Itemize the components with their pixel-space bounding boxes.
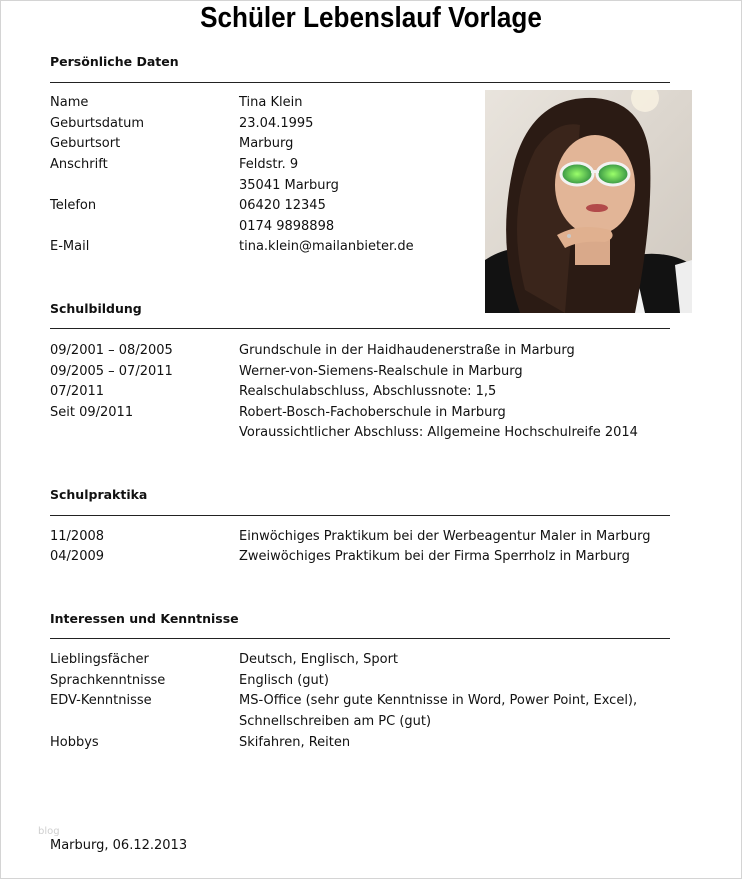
dob-value: 23.04.1995 [239,116,314,131]
pob-value: Marburg [239,136,294,151]
school-text: Werner-von-Siemens-Realschule in Marburg [239,364,523,379]
address-line1: Feldstr. 9 [239,157,299,172]
school-extra: Voraussichtlicher Abschluss: Allgemeine Hochschulreife 2014 [239,425,638,440]
it-skills-value-2: Schnellschreiben am PC (gut) [239,714,432,729]
section-rule-interests [50,638,670,639]
portrait-photo [485,90,692,313]
subjects-label: Lieblingsfächer [50,652,149,667]
phone-label: Telefon [50,198,97,213]
address-line2: 35041 Marburg [239,178,339,193]
name-value: Tina Klein [239,95,303,110]
school-date: 09/2001 – 08/2005 [50,343,173,358]
watermark: blog [38,826,60,837]
internship-text: Zweiwöchiges Praktikum bei der Firma Sperrholz in Marburg [239,549,630,564]
school-date: Seit 09/2011 [50,405,134,420]
email-label: E-Mail [50,239,90,254]
school-text: Grundschule in der Haidhaudenerstraße in Marburg [239,343,575,358]
section-heading-interests: Interessen und Kenntnisse [50,611,239,626]
name-label: Name [50,95,89,110]
section-heading-school: Schulbildung [50,301,142,316]
section-rule-personal [50,82,670,83]
school-text: Realschulabschluss, Abschlussnote: 1,5 [239,384,497,399]
section-heading-personal: Persönliche Daten [50,54,179,69]
dob-label: Geburtsdatum [50,116,144,131]
document-title: Schüler Lebenslauf Vorlage [200,2,542,34]
hobbies-value: Skifahren, Reiten [239,735,351,750]
address-label: Anschrift [50,157,108,172]
phone-2: 0174 9898898 [239,219,335,234]
it-skills-value-1: MS-Office (sehr gute Kenntnisse in Word, Power Point, Excel), [239,693,638,708]
internship-text: Einwöchiges Praktikum bei der Werbeagentur Maler in Marburg [239,529,651,544]
school-text: Robert-Bosch-Fachoberschule in Marburg [239,405,506,420]
subjects-value: Deutsch, Englisch, Sport [239,652,399,667]
it-skills-label: EDV-Kenntnisse [50,693,152,708]
school-date: 09/2005 – 07/2011 [50,364,173,379]
languages-value: Englisch (gut) [239,673,329,688]
internship-date: 04/2009 [50,549,105,564]
email-value: tina.klein@mailanbieter.de [239,239,414,254]
languages-label: Sprachkenntnisse [50,673,166,688]
place-date-footer: Marburg, 06.12.2013 [50,838,188,853]
section-rule-school [50,328,670,329]
pob-label: Geburtsort [50,136,121,151]
section-rule-internships [50,515,670,516]
school-date: 07/2011 [50,384,105,399]
hobbies-label: Hobbys [50,735,99,750]
internship-date: 11/2008 [50,529,105,544]
phone-1: 06420 12345 [239,198,326,213]
section-heading-internships: Schulpraktika [50,487,148,502]
